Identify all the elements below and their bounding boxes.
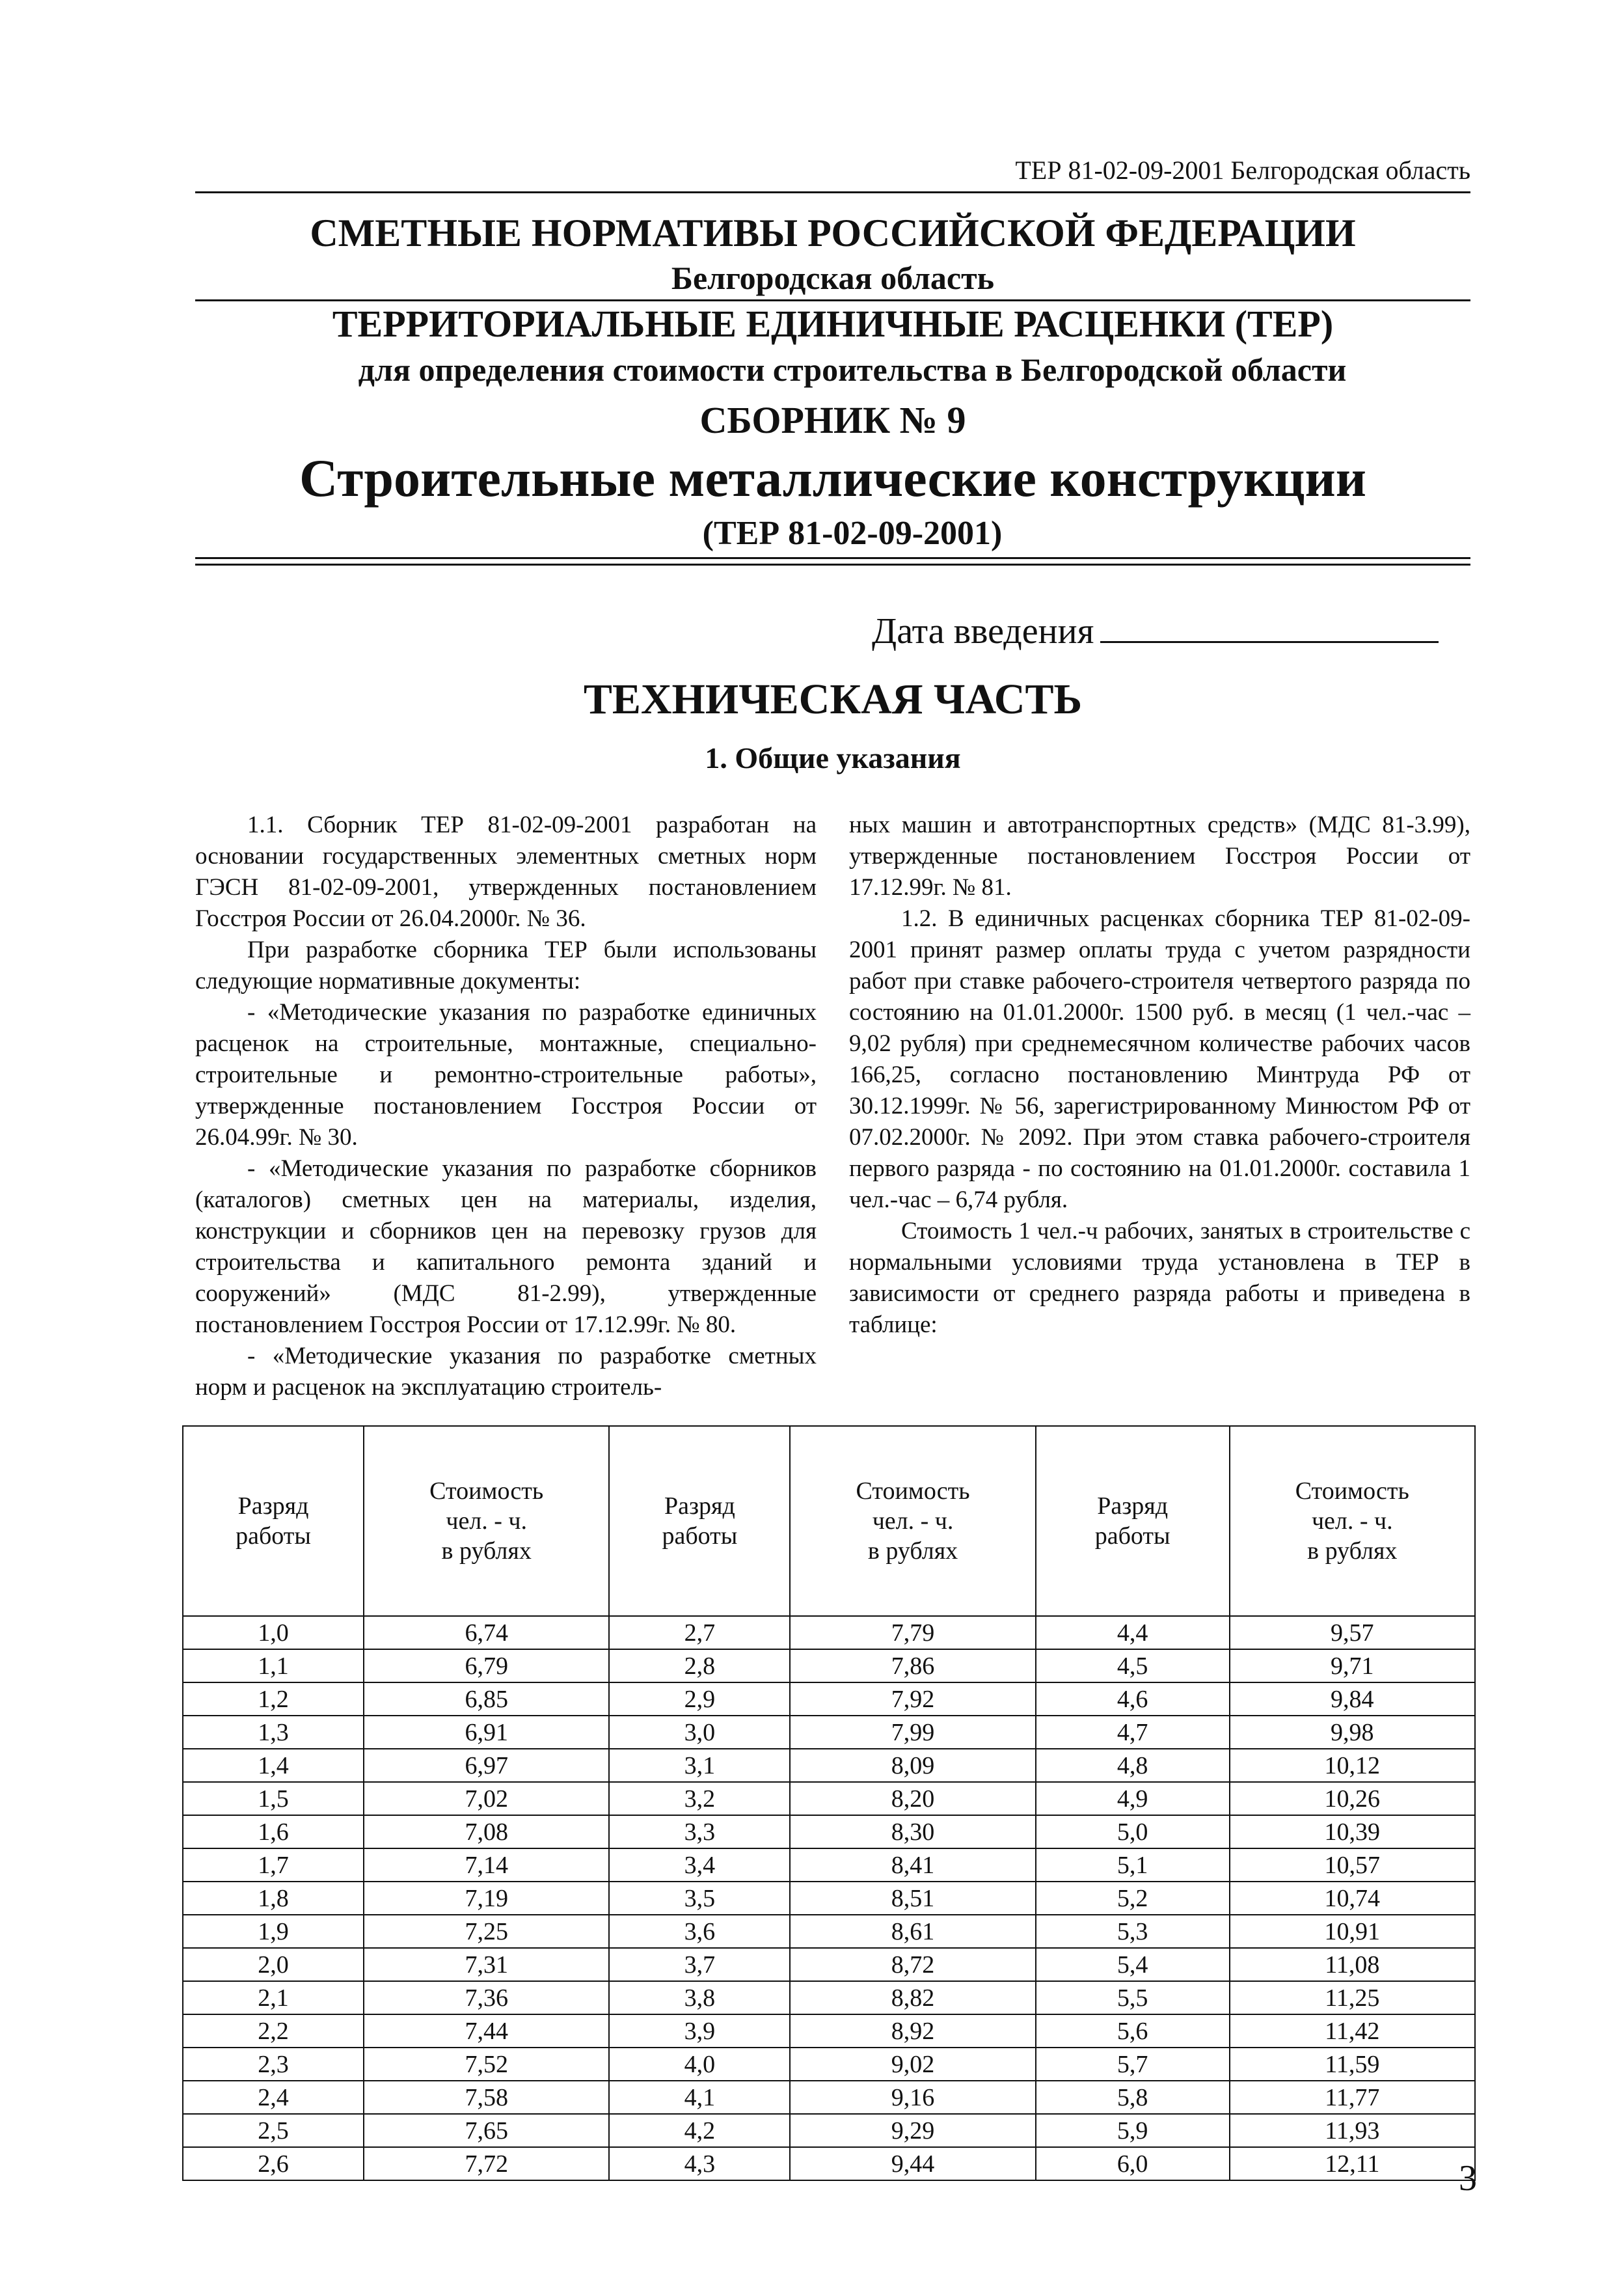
cost-cell: 6,97: [364, 1749, 609, 1782]
paragraph: 1.1. Сборник ТЕР 81-02-09-2001 разработан на основании государственных элементных сметных норм ГЭСН 81-02-09-2001, утвержденных постановлением Госстроя России от 26.04.2000г. № 36.: [195, 812, 817, 932]
cost-cell: 6,79: [364, 1649, 609, 1682]
cost-cell: 11,25: [1230, 1981, 1475, 2014]
cost-cell: 9,29: [790, 2114, 1035, 2147]
cost-cell: 8,51: [790, 1882, 1035, 1915]
table-row: [183, 2114, 1475, 2147]
collection-code: (ТЕР 81-02-09-2001): [702, 515, 1003, 552]
table-row: [183, 1616, 1475, 1649]
table-body: [183, 1616, 1475, 2180]
cost-cell: 7,86: [790, 1649, 1035, 1682]
title-rule-double-bottom: [195, 564, 1470, 566]
grade-cell: 2,3: [183, 2048, 364, 2081]
grade-cell: 3,7: [609, 1948, 790, 1981]
cost-cell: 9,16: [790, 2081, 1035, 2114]
grade-cell: 2,2: [183, 2014, 364, 2048]
date-blank-line: [1100, 609, 1439, 643]
title-region: Белгородская область: [671, 260, 995, 296]
cost-cell: 10,39: [1230, 1815, 1475, 1848]
grade-cell: 4,5: [1036, 1649, 1230, 1682]
cost-cell: 7,72: [364, 2147, 609, 2180]
grade-cell: 3,3: [609, 1815, 790, 1848]
cost-cell: 11,08: [1230, 1948, 1475, 1981]
cost-cell: 8,92: [790, 2014, 1035, 2048]
table-row: [183, 1948, 1475, 1981]
grade-cell: 4,1: [609, 2081, 790, 2114]
grade-cell: 5,7: [1036, 2048, 1230, 2081]
collection-number: СБОРНИК № 9: [699, 399, 966, 441]
cost-cell: 7,52: [364, 2048, 609, 2081]
header-cost: Стоимость чел. - ч. в рублях: [790, 1426, 1035, 1616]
cost-cell: 10,74: [1230, 1882, 1475, 1915]
header-rule: [195, 191, 1470, 193]
grade-cell: 1,8: [183, 1882, 364, 1915]
cost-cell: 7,92: [790, 1682, 1035, 1716]
grade-cell: 2,4: [183, 2081, 364, 2114]
cost-cell: 9,57: [1230, 1616, 1475, 1649]
cost-cell: 9,02: [790, 2048, 1035, 2081]
table-row: [183, 1749, 1475, 1782]
page-number: 3: [1459, 2158, 1477, 2199]
paragraph: ных машин и автотранспортных средств» (МДС 81-3.99), утвержденные постановлением Госстроя России от 17.12.99г. № 81.: [849, 812, 1470, 901]
header-cost: Стоимость чел. - ч. в рублях: [364, 1426, 609, 1616]
subsection-title: 1. Общие указания: [705, 741, 961, 774]
grade-cell: 5,3: [1036, 1915, 1230, 1948]
table-row: [183, 1682, 1475, 1716]
cost-cell: 11,59: [1230, 2048, 1475, 2081]
grade-cell: 3,6: [609, 1915, 790, 1948]
grade-cell: 2,9: [609, 1682, 790, 1716]
table-row: [183, 2081, 1475, 2114]
date-label: Дата введения: [872, 611, 1094, 651]
cost-cell: 7,19: [364, 1882, 609, 1915]
grade-cell: 3,1: [609, 1749, 790, 1782]
cost-cell: 9,98: [1230, 1716, 1475, 1749]
paragraph: Стоимость 1 чел.-ч рабочих, занятых в строительстве с нормальными условиями труда установлена в ТЕР в зависимости от среднего разряда работы и приведена в таблице:: [849, 1218, 1470, 1338]
grade-cell: 3,4: [609, 1848, 790, 1882]
grade-cell: 4,2: [609, 2114, 790, 2147]
grade-cell: 1,4: [183, 1749, 364, 1782]
title-line-3: ТЕРРИТОРИАЛЬНЫЕ ЕДИНИЧНЫЕ РАСЦЕНКИ (ТЕР): [332, 303, 1334, 345]
table-header-row: [183, 1426, 1475, 1616]
grade-cell: 2,0: [183, 1948, 364, 1981]
grade-cell: 4,3: [609, 2147, 790, 2180]
cost-cell: 7,02: [364, 1782, 609, 1815]
grade-cell: 2,8: [609, 1649, 790, 1682]
grade-cell: 5,6: [1036, 2014, 1230, 2048]
cost-cell: 9,44: [790, 2147, 1035, 2180]
grade-cell: 4,7: [1036, 1716, 1230, 1749]
title-line-1: СМЕТНЫЕ НОРМАТИВЫ РОССИЙСКОЙ ФЕДЕРАЦИИ: [310, 212, 1356, 254]
table-row: [183, 2147, 1475, 2180]
cost-cell: 9,84: [1230, 1682, 1475, 1716]
cost-cell: 8,61: [790, 1915, 1035, 1948]
cost-cell: 12,11: [1230, 2147, 1475, 2180]
collection-title: Строительные металлические конструкции: [299, 448, 1366, 508]
grade-cell: 4,4: [1036, 1616, 1230, 1649]
cost-cell: 11,77: [1230, 2081, 1475, 2114]
grade-cell: 2,6: [183, 2147, 364, 2180]
grade-cell: 2,7: [609, 1616, 790, 1649]
cost-cell: 8,20: [790, 1782, 1035, 1815]
grade-cell: 6,0: [1036, 2147, 1230, 2180]
header-grade: Разряд работы: [183, 1426, 364, 1616]
table-row: [183, 1649, 1475, 1682]
cost-cell: 11,93: [1230, 2114, 1475, 2147]
paragraph: - «Методические указания по разработке сметных норм и расценок на эксплуатацию строитель-: [195, 1343, 817, 1401]
table-row: [183, 1716, 1475, 1749]
cost-cell: 7,58: [364, 2081, 609, 2114]
cost-cell: 8,09: [790, 1749, 1035, 1782]
grade-cell: 4,0: [609, 2048, 790, 2081]
table-row: [183, 1848, 1475, 1882]
grade-cell: 1,6: [183, 1815, 364, 1848]
left-column: [195, 810, 817, 1434]
header-grade: Разряд работы: [1036, 1426, 1230, 1616]
cost-cell: 7,99: [790, 1716, 1035, 1749]
grade-cell: 5,9: [1036, 2114, 1230, 2147]
cost-cell: 8,30: [790, 1815, 1035, 1848]
table-row: [183, 2014, 1475, 2048]
table-row: [183, 1981, 1475, 2014]
cost-cell: 10,12: [1230, 1749, 1475, 1782]
table-row: [183, 1782, 1475, 1815]
header-cost: Стоимость чел. - ч. в рублях: [1230, 1426, 1475, 1616]
grade-cell: 5,5: [1036, 1981, 1230, 2014]
grade-cell: 3,9: [609, 2014, 790, 2048]
grade-cell: 4,8: [1036, 1749, 1230, 1782]
grade-cell: 3,5: [609, 1882, 790, 1915]
grade-cell: 1,0: [183, 1616, 364, 1649]
right-column: [849, 810, 1470, 1341]
header-grade: Разряд работы: [609, 1426, 790, 1616]
cost-cell: 7,36: [364, 1981, 609, 2014]
cost-cell: 8,41: [790, 1848, 1035, 1882]
grade-cell: 1,2: [183, 1682, 364, 1716]
grade-cell: 1,3: [183, 1716, 364, 1749]
cost-cell: 7,79: [790, 1616, 1035, 1649]
cost-cell: 7,25: [364, 1915, 609, 1948]
grade-cell: 1,5: [183, 1782, 364, 1815]
grade-cell: 5,2: [1036, 1882, 1230, 1915]
paragraph: 1.2. В единичных расценках сборника ТЕР 81-02-09-2001 принят размер оплаты труда с учетом разрядности работ при ставке рабочего-строителя четвертого разряда по состоянию на 01.01.2000г. 1500 руб. в месяц (1 чел.-час – 9,02 рубля) при среднемесячном количестве рабочих часов 166,25, согласно постановлению Минтруда РФ от 30.12.1999г. № 56, зарегистрированному Минюстом РФ от 07.02.2000г. № 2092. При этом ставка рабочего-строителя первого разряда - по состоянию на 01.01.2000г. составила 1 чел.-час – 6,74 рубля.: [849, 905, 1470, 1213]
cost-cell: 11,42: [1230, 2014, 1475, 2048]
cost-cell: 7,65: [364, 2114, 609, 2147]
grade-cell: 5,8: [1036, 2081, 1230, 2114]
grade-cell: 2,5: [183, 2114, 364, 2147]
table-row: [183, 1882, 1475, 1915]
title-line-4: для определения стоимости строительства в Белгородской области: [358, 351, 1347, 388]
title-rule-double-top: [195, 557, 1470, 559]
grade-cell: 3,2: [609, 1782, 790, 1815]
grade-cell: 3,8: [609, 1981, 790, 2014]
grade-cell: 4,9: [1036, 1782, 1230, 1815]
grade-cell: 4,6: [1036, 1682, 1230, 1716]
cost-cell: 6,74: [364, 1616, 609, 1649]
grade-cell: 3,0: [609, 1716, 790, 1749]
running-head: ТЕР 81-02-09-2001 Белгородская область: [1015, 156, 1470, 185]
grade-cell: 5,1: [1036, 1848, 1230, 1882]
labor-cost-table: [182, 1425, 1476, 2181]
cost-cell: 7,31: [364, 1948, 609, 1981]
grade-cell: 2,1: [183, 1981, 364, 2014]
table-row: [183, 1815, 1475, 1848]
table-row: [183, 1915, 1475, 1948]
grade-cell: 5,4: [1036, 1948, 1230, 1981]
paragraph: - «Методические указания по разработке единичных расценок на строительные, монтажные, специально-строительные и ремонтно-строительные работы», утвержденные постановлением Госстроя России от 26.04.99г. № 30.: [195, 999, 817, 1151]
grade-cell: 1,1: [183, 1649, 364, 1682]
cost-cell: 10,57: [1230, 1848, 1475, 1882]
cost-cell: 8,72: [790, 1948, 1035, 1981]
cost-cell: 8,82: [790, 1981, 1035, 2014]
section-title: ТЕХНИЧЕСКАЯ ЧАСТЬ: [583, 676, 1083, 723]
paragraph: - «Методические указания по разработке сборников (каталогов) сметных цен на материалы, изделия, конструкции и сборников цен на перевозку грузов для строительства и капитального ремонта зданий и сооружений» (МДС 81-2.99), утвержденные постановлением Госстроя России от 17.12.99г. № 80.: [195, 1155, 817, 1338]
grade-cell: 1,7: [183, 1848, 364, 1882]
cost-cell: 6,85: [364, 1682, 609, 1716]
table-row: [183, 2048, 1475, 2081]
cost-cell: 10,91: [1230, 1915, 1475, 1948]
cost-cell: 6,91: [364, 1716, 609, 1749]
paragraph: При разработке сборника ТЕР были использованы следующие нормативные документы:: [195, 937, 817, 994]
cost-cell: 7,08: [364, 1815, 609, 1848]
grade-cell: 5,0: [1036, 1815, 1230, 1848]
cost-cell: 9,71: [1230, 1649, 1475, 1682]
cost-cell: 7,44: [364, 2014, 609, 2048]
grade-cell: 1,9: [183, 1915, 364, 1948]
cost-cell: 7,14: [364, 1848, 609, 1882]
date-of-introduction: [872, 605, 1470, 657]
cost-cell: 10,26: [1230, 1782, 1475, 1815]
